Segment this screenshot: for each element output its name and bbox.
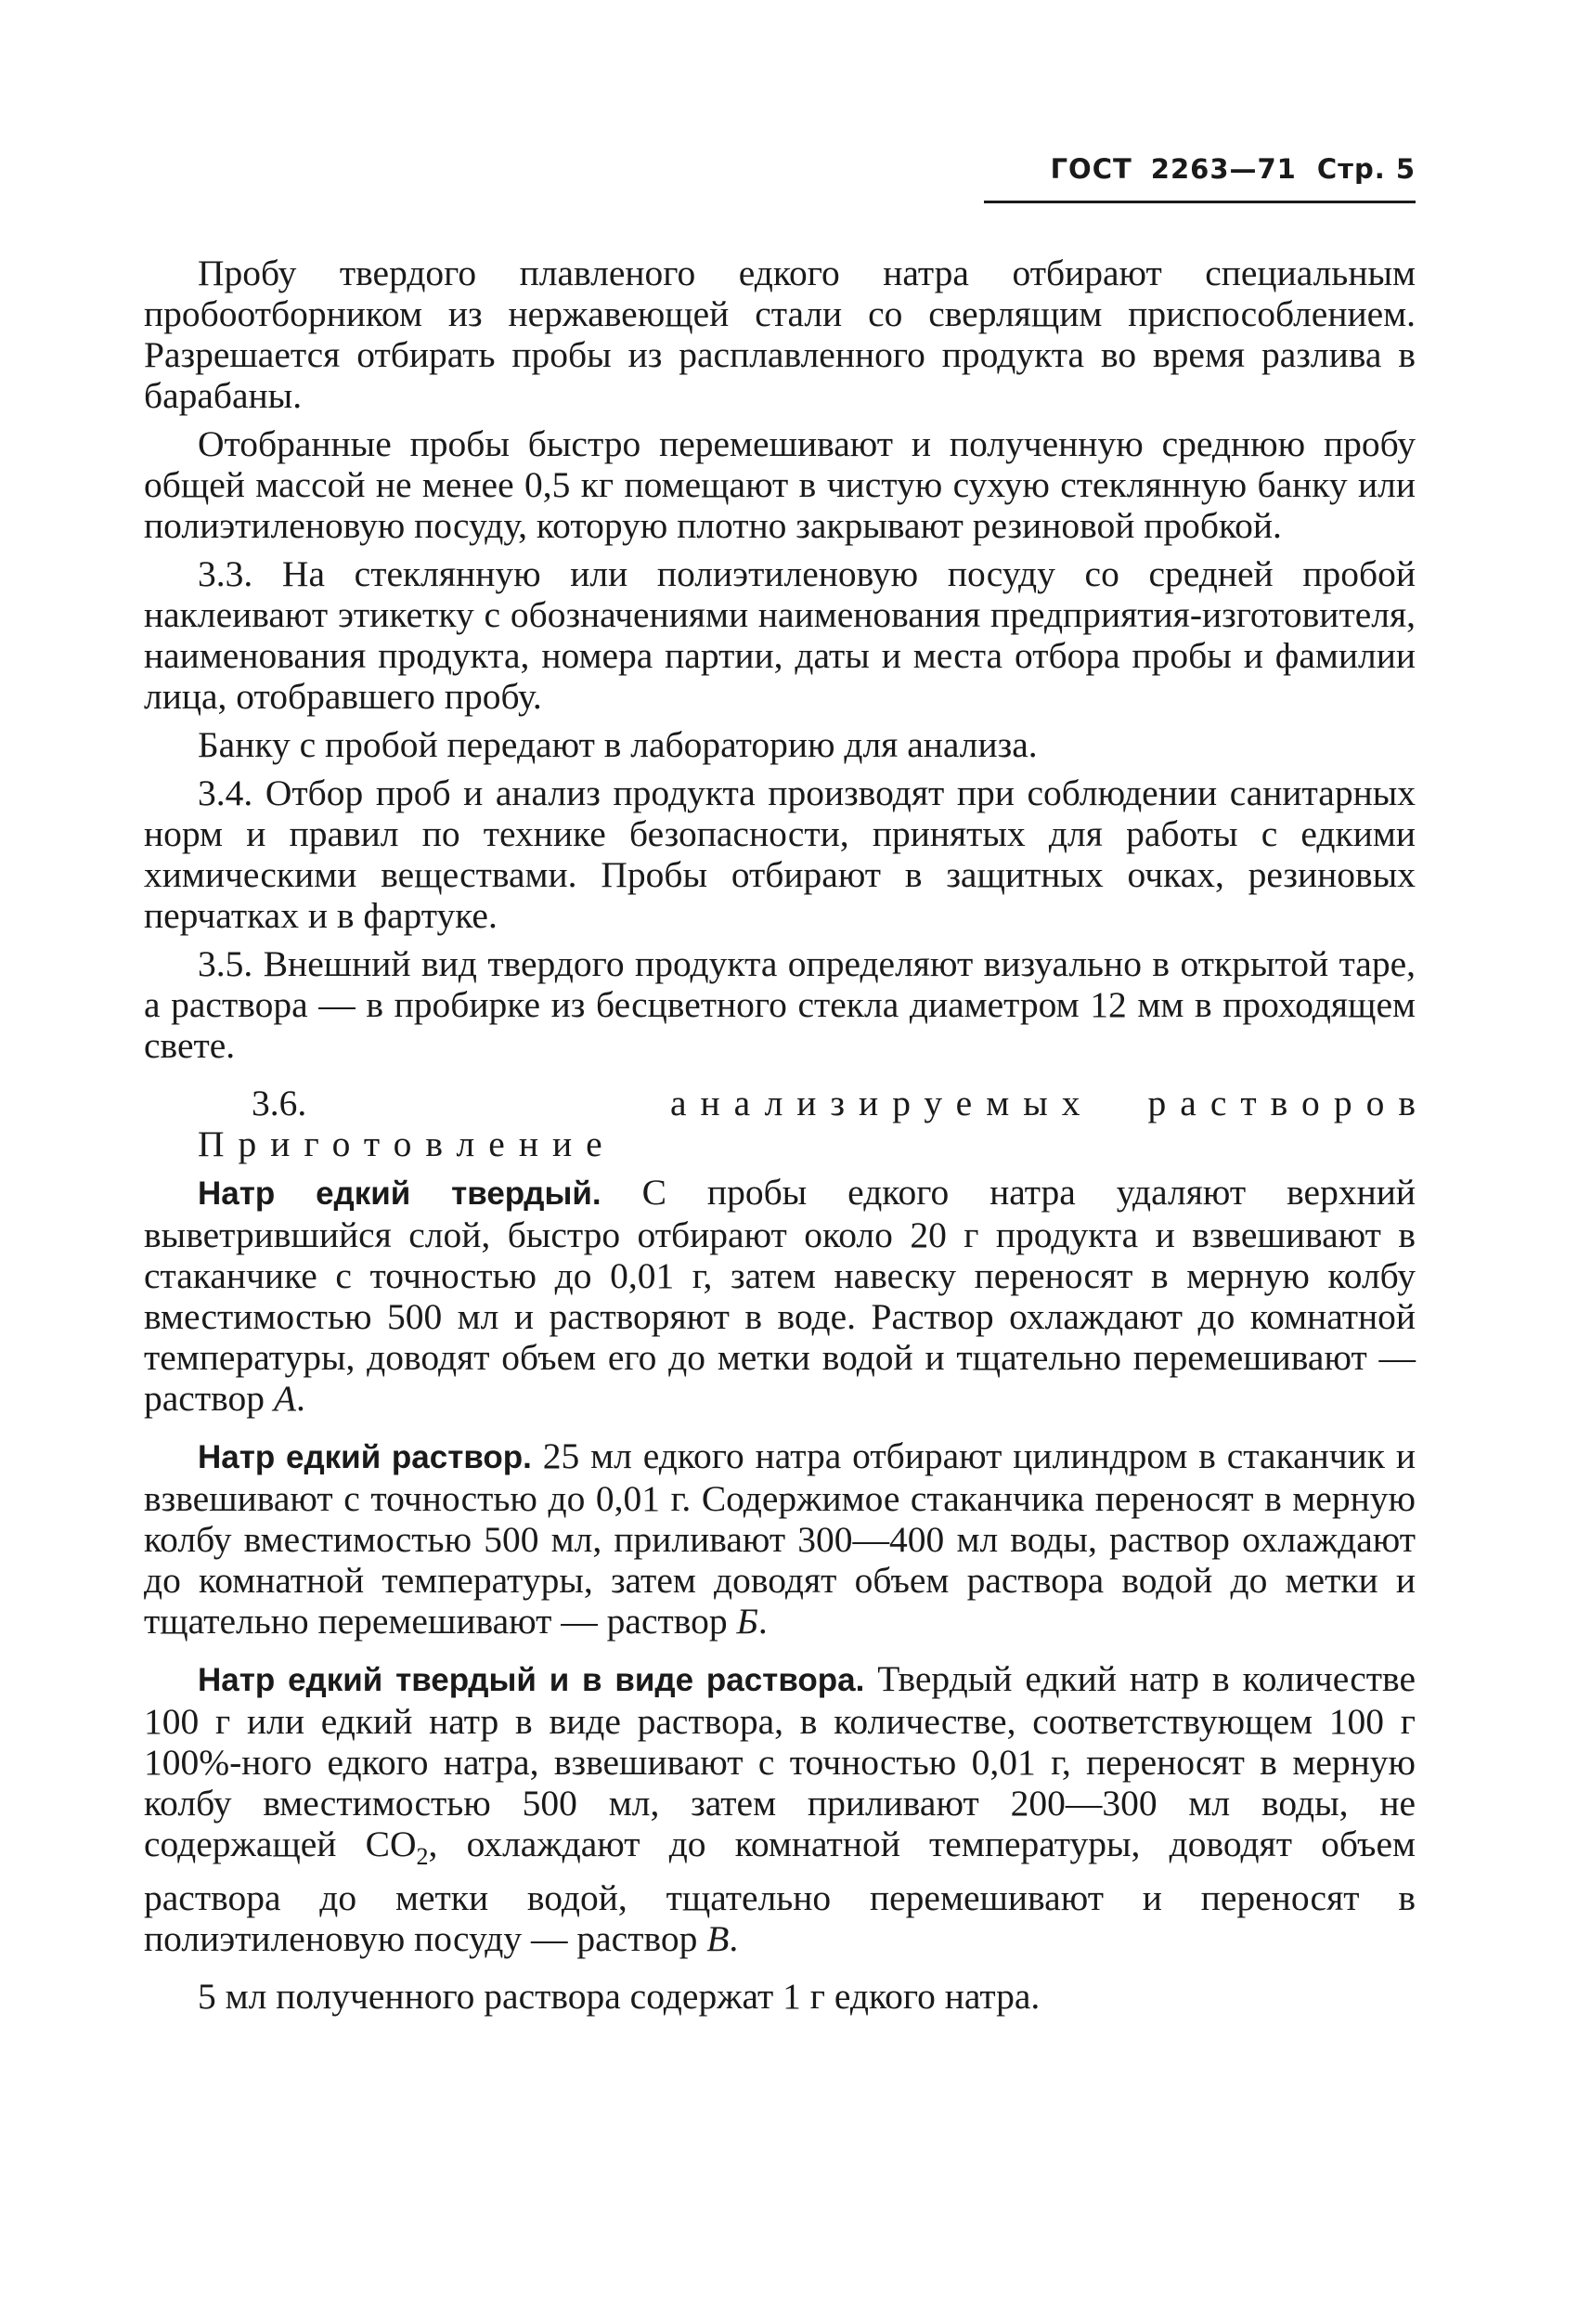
header-rule [984, 201, 1416, 203]
section-heading-3-6 [144, 1083, 1429, 1164]
paragraph-sampling-tool: Пробу твердого плавленого едкого натра отбирают специальным пробоотборником из нержавеющей стали со сверлящим приспособлением. Разрешается отбирать пробы из расплавленного продукта во время разлива в барабаны. [144, 253, 1416, 416]
subheading-solution: Натр едкий раствор. [198, 1439, 532, 1475]
paragraph-text: 25 мл едкого натра отбирают цилиндром в стаканчик и взвешивают с точностью до 0,01 г. Содержимое стаканчика переносят в мерную колбу вместимостью 500 мл, приливают 300—400 мл воды, раствор охлаждают до комнатной температуры, затем доводят объем раствора водой до метки и тщательно перемешивают — раствор [144, 1435, 1416, 1642]
body-text [144, 253, 1429, 2017]
paragraph-solid-and-solution [144, 1658, 1416, 1959]
paragraph-3-5: 3.5. Внешний вид твердого продукта определяют визуально в открытой таре, а раствора — в пробирке из бесцветного стекла диаметром 12 мм в проходящем свете. [144, 943, 1416, 1066]
solution-label-b: Б [736, 1601, 758, 1642]
subscript: 2 [416, 1842, 429, 1870]
paragraph-text: С пробы едкого натра удаляют верхний выветрившийся слой, быстро отбирают около 20 г продукта и взвешивают в стаканчике с точностью до 0,01 г, затем навеску переносят в мерную колбу вместимостью 500 мл и растворяют в воде. Раствор охлаждают до комнатной температуры, доводят объем его до метки водой и тщательно перемешивают — раствор [144, 1172, 1416, 1419]
paragraph-jar-transfer: Банку с пробой передают в лабораторию для анализа. [198, 724, 1038, 765]
paragraph-concentration-note: 5 мл полученного раствора содержат 1 г едкого натра. [198, 1975, 1041, 2017]
period: . [757, 1601, 768, 1642]
page-number: Стр. 5 [1316, 153, 1416, 185]
solution-label-v: В [706, 1917, 730, 1959]
paragraph-text: Твердый едкий натр в количестве 100 г или едкий натр в виде раствора, в количестве, соответствующем 100 г 100%-ного едкого натра, взвешивают с точностью 0,01 г, переносят в мерную колбу вместимостью 500 мл, затем приливают 200—300 мл воды, не содержащей CO [144, 1658, 1416, 1864]
paragraph-naoh-solution [144, 1435, 1416, 1642]
subheading-solid: Натр едкий твердый. [198, 1175, 601, 1212]
period: . [729, 1917, 739, 1959]
paragraph-sample-mixing: Отобранные пробы быстро перемешивают и полученную среднюю пробу общей массой не менее 0,5 кг помещают в чистую сухую стеклянную банку или полиэтиленовую посуду, которую плотно закрывают резиновой пробкой. [144, 423, 1416, 546]
paragraph-text: , охлаждают до комнатной температуры, доводят объем раствора до метки водой, тщательно перемешивают и переносят в полиэтиленовую посуду — раствор [144, 1824, 1416, 1959]
heading-word-2: анализируемых [669, 1083, 1094, 1123]
heading-word-1: Приготовление [198, 1123, 616, 1164]
heading-word-3: растворов [1147, 1083, 1429, 1123]
subheading-solid-and-solution: Натр едкий твердый и в виде раствора. [198, 1662, 865, 1698]
standard-number: 2263—71 [1150, 153, 1297, 185]
section-number: 3.6. [252, 1083, 307, 1123]
paragraph-3-3: 3.3. На стеклянную или полиэтиленовую посуду со средней пробой наклеивают этикетку с обозначениями наименования предприятия-изготовителя, наименования продукта, номера партии, даты и места отбора пробы и фамилии лица, отобравшего пробу. [144, 553, 1416, 717]
standard-label: ГОСТ [1050, 153, 1132, 185]
solution-label-a: А [273, 1378, 296, 1419]
paragraph-solid-naoh [144, 1172, 1416, 1419]
paragraph-3-4: 3.4. Отбор проб и анализ продукта производят при соблюдении санитарных норм и правил по технике безопасности, принятых для работы с едкими химическими веществами. Пробы отбирают в защитных очках, резиновых перчатках и в фартуке. [144, 773, 1416, 936]
period: . [295, 1378, 305, 1419]
page-header [984, 153, 1416, 185]
